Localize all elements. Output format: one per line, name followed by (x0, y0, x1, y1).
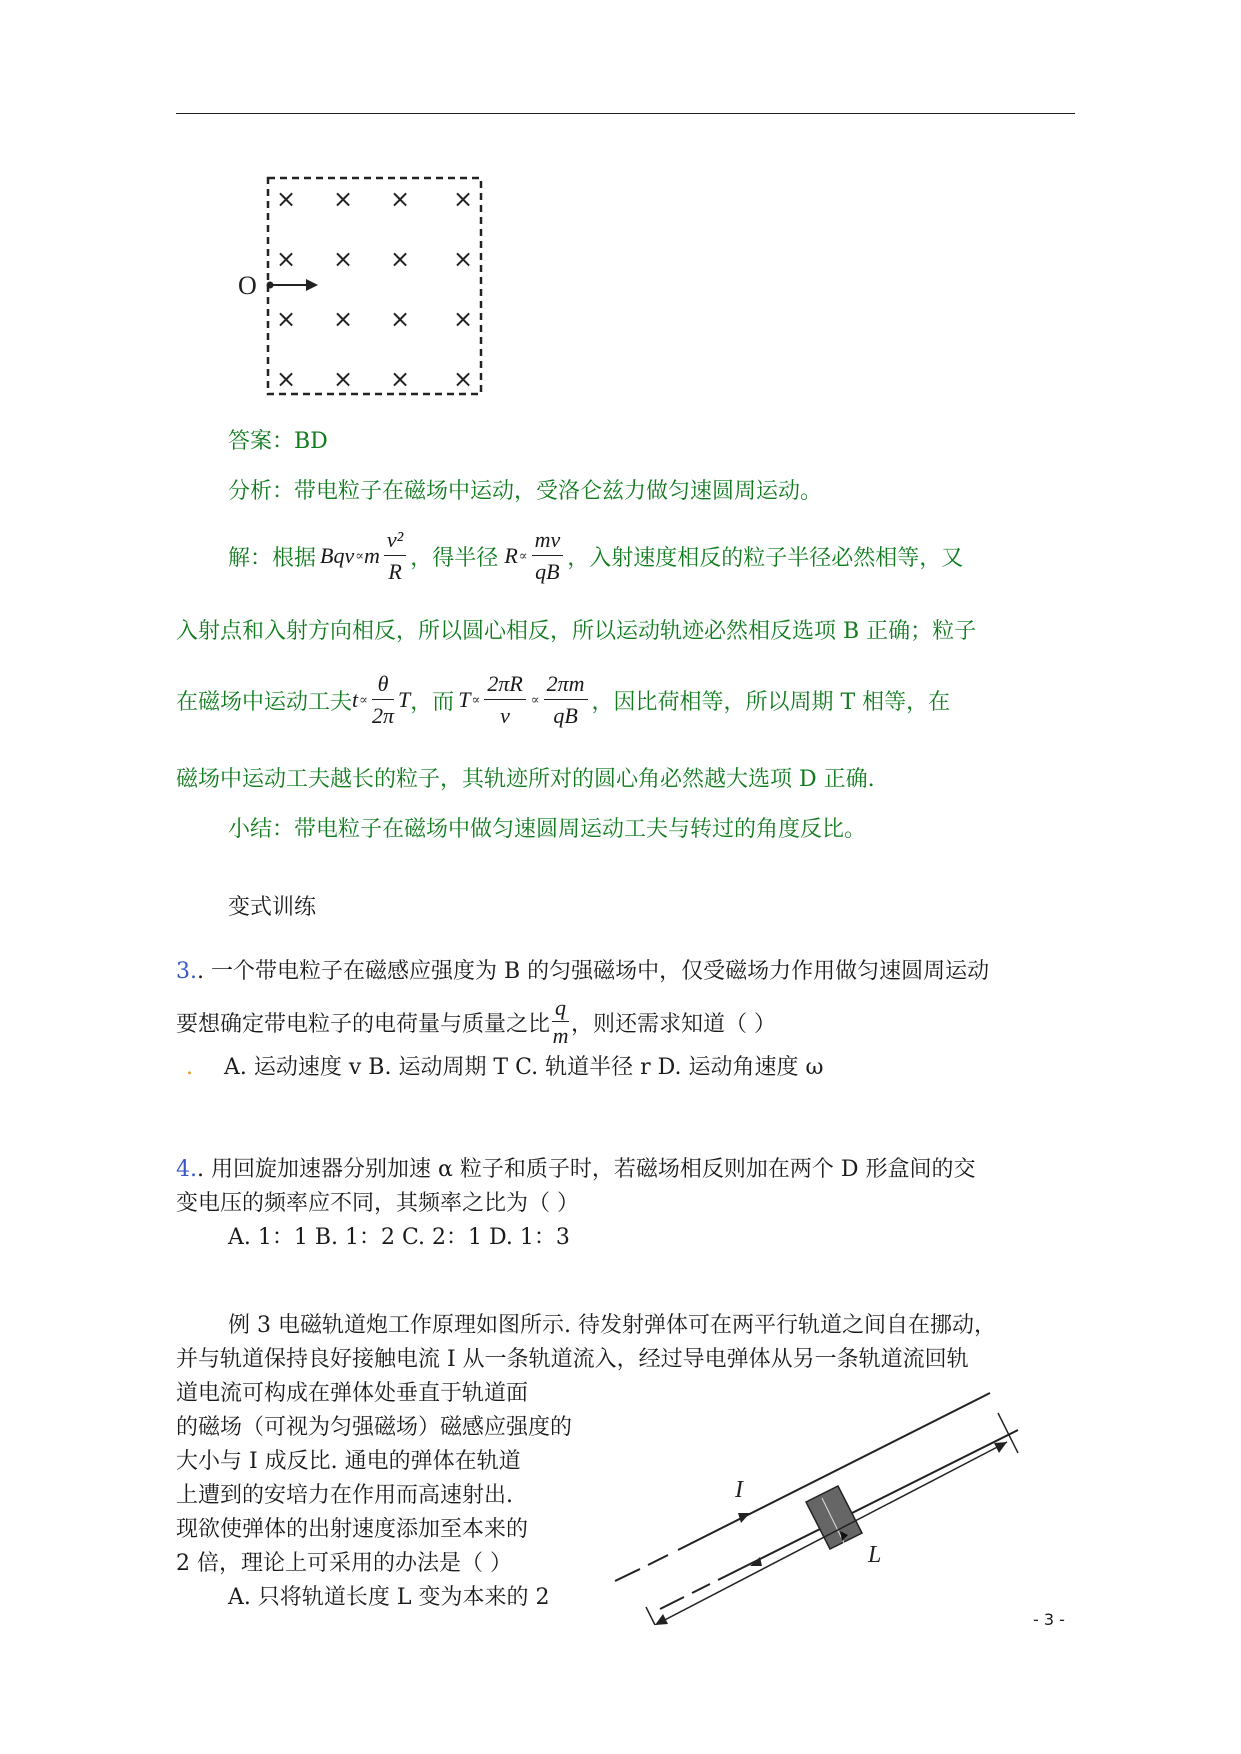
eq3-denominator: 2π (371, 703, 394, 728)
field-cross-0-2: × (389, 185, 411, 213)
summary-text: 小结：带电粒子在磁场中做匀速圆周运动工夫与转过的角度反比。 (228, 817, 867, 842)
analysis-text: 分析：带电粒子在磁场中运动，受洛仑兹力做匀速圆周运动。 (228, 479, 823, 504)
rail-gun-figure (600, 1385, 1020, 1625)
solution-line3-mid: ，而 (410, 689, 455, 715)
eq1-fraction (384, 528, 406, 584)
proportional-symbol: ∝ (359, 692, 367, 708)
example-3-line-7: 现欲使弹体的出射速度添加至本来的 (176, 1517, 529, 1542)
eq2-fraction (532, 528, 564, 584)
eq4-fraction-1 (484, 672, 525, 728)
example-3-line-2: 并与轨道保持良好接触电流 I 从一条轨道流入，经过导电弹体从另一条轨道流回轨 (176, 1347, 969, 1372)
question-4-line-2: 变电压的频率应不同，其频率之比为（ ） (176, 1191, 579, 1216)
example-3-line-8: 2 倍，理论上可采用的办法是（ ） (176, 1551, 512, 1576)
solution-lead: 解：根据 (228, 545, 317, 571)
question-3-text-1: . 一个带电粒子在磁感应强度为 B 的匀强磁场中，仅受磁场力作用做匀速圆周运动 (197, 959, 990, 984)
question-4-options: A. 1：1 B. 1：2 C. 2：1 D. 1：3 (228, 1225, 570, 1250)
question-4-number: 4. (176, 1157, 197, 1182)
example-3-option-a: A. 只将轨道长度 L 变为本来的 2 (228, 1585, 550, 1610)
field-cross-2-3: × (452, 305, 474, 333)
eq2-numerator: mv (532, 528, 564, 556)
field-cross-2-0: × (275, 305, 297, 333)
current-label: I (735, 1477, 743, 1503)
eq3-lhs: t (352, 687, 359, 712)
eq4-denominator-1: v (500, 703, 510, 728)
eq1-numerator: v² (384, 528, 406, 556)
answer-text: 答案：BD (228, 429, 328, 454)
eq1-denominator: R (388, 559, 402, 584)
solution-line3-lead: 在磁场中运动工夫 (176, 689, 353, 715)
question-3-number: 3. (176, 959, 197, 984)
field-cross-3-3: × (452, 365, 474, 393)
page-number: - 3 - (1033, 1610, 1065, 1629)
proportional-symbol: ∝ (530, 692, 539, 708)
magnetic-field-figure (238, 170, 488, 405)
question-4-line-1 (176, 1152, 975, 1183)
ratio-numerator: q (552, 998, 569, 1022)
solution-line-4: 磁场中运动工夫越长的粒子，其轨迹所对的圆心角必然越大选项 D 正确. (176, 767, 875, 792)
eq4-fraction-2 (544, 672, 588, 728)
field-cross-0-3: × (452, 185, 474, 213)
eq1-lhs: Bqv (320, 543, 355, 568)
proportional-symbol: ∝ (471, 692, 480, 708)
question-3-line-1 (176, 954, 989, 985)
solution-line-1 (228, 516, 963, 596)
question-4-text-1: . 用回旋加速器分别加速 α 粒子和质子时，若磁场相反则加在两个 D 形盒间的交 (197, 1157, 976, 1182)
eq3-period: T (397, 687, 411, 712)
field-cross-3-2: × (389, 365, 411, 393)
question-3-line-2 (176, 992, 776, 1052)
eq4-denominator-2: qB (553, 703, 578, 728)
field-cross-2-2: × (389, 305, 411, 333)
proportional-symbol: ∝ (355, 548, 364, 564)
ratio-denominator: m (552, 1023, 569, 1048)
example-3-line-1: 例 3 电磁轨道炮工作原理如图所示. 待发射弹体可在两平行轨道之间自在挪动， (228, 1313, 996, 1338)
field-cross-2-1: × (332, 305, 354, 333)
field-cross-1-1: × (332, 245, 354, 273)
solution-line-3 (176, 660, 950, 740)
eq4-lhs: T (458, 687, 471, 712)
solution-line-2: 入射点和入射方向相反，所以圆心相反，所以运动轨迹必然相反选项 B 正确；粒子 (176, 619, 977, 644)
eq3-fraction (372, 672, 394, 728)
question-3-dot: . (186, 1055, 193, 1080)
header-rule (176, 113, 1075, 114)
example-3-line-6: 上遭到的安培力在作用而高速射出. (176, 1483, 513, 1508)
example-3-line-4: 的磁场（可视为匀强磁场）磁感应强度的 (176, 1415, 573, 1440)
length-label: L (868, 1542, 882, 1568)
eq4-numerator-1: 2πR (484, 672, 525, 700)
field-cross-0-1: × (332, 185, 354, 213)
solution-tail1: ，入射速度相反的粒子半径必然相等，又 (567, 545, 964, 571)
question-3-text-2: 要想确定带电粒子的电荷量与质量之比 (176, 1011, 551, 1037)
field-cross-0-0: × (275, 185, 297, 213)
field-cross-3-1: × (332, 365, 354, 393)
question-3-options-line (186, 1050, 823, 1081)
origin-label: O (238, 271, 257, 300)
question-3-text-3: ，则还需求知道（ ） (571, 1011, 777, 1037)
variation-heading: 变式训练 (228, 895, 317, 920)
field-cross-1-0: × (275, 245, 297, 273)
solution-mid1: ，得半径 (410, 545, 499, 571)
eq3-numerator: θ (372, 672, 394, 700)
charge-mass-ratio (552, 995, 569, 1048)
eq4-numerator-2: 2πm (544, 672, 588, 700)
eq2-denominator: qB (535, 559, 560, 584)
eq1-m: m (364, 543, 380, 568)
example-3-line-3: 道电流可构成在弹体处垂直于轨道面 (176, 1381, 529, 1406)
field-cross-1-2: × (389, 245, 411, 273)
proportional-symbol: ∝ (518, 548, 527, 564)
field-cross-1-3: × (452, 245, 474, 273)
example-3-line-5: 大小与 I 成反比. 通电的弹体在轨道 (176, 1449, 521, 1474)
question-3-options: A. 运动速度 v B. 运动周期 T C. 轨道半径 r D. 运动角速度 ω (224, 1055, 824, 1080)
field-cross-3-0: × (275, 365, 297, 393)
solution-line3-tail: ，因比荷相等，所以周期 T 相等，在 (591, 689, 951, 715)
eq2-lhs: R (504, 543, 518, 568)
